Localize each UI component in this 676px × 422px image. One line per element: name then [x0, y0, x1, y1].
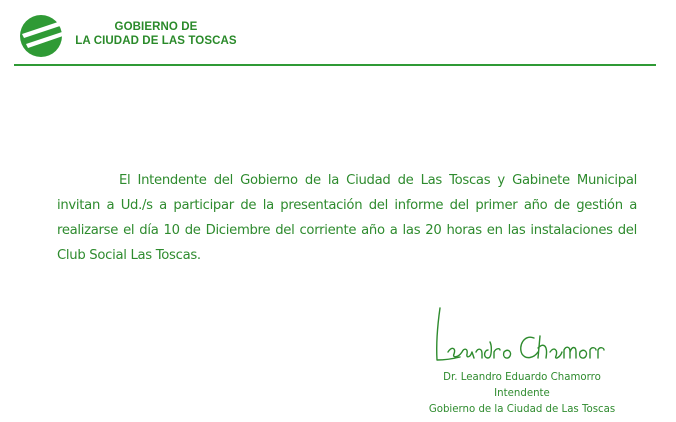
invitation-body: El Intendente del Gobierno de la Ciudad de Las Toscas y Gabinete Municipal invitan a Ud./s a participar de la presentación del informe del primer año de gestión a realizarse el día 10 de Diciembre del corriente año a las 20 horas en las instalaciones del Club Social Las Toscas. — [57, 173, 637, 263]
handwritten-signature — [430, 302, 606, 370]
signer-organization: Gobierno de la Ciudad de Las Toscas — [428, 404, 616, 415]
header-divider — [14, 64, 656, 66]
signer-name: Dr. Leandro Eduardo Chamorro — [443, 372, 601, 383]
signer-role: Intendente — [494, 388, 550, 399]
org-name-line2: LA CIUDAD DE LAS TOSCAS — [75, 35, 237, 47]
org-name-line1: GOBIERNO DE — [114, 21, 198, 33]
signer-block — [412, 370, 632, 418]
